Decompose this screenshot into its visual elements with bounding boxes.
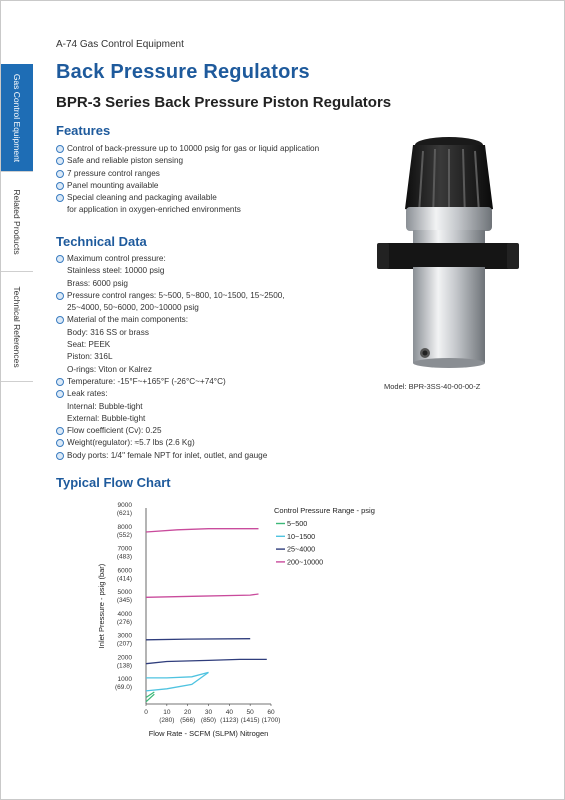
x-tick-label: 60 (267, 709, 275, 716)
y-tick-label: 9000 (117, 502, 132, 509)
side-tab-label: Related Products (12, 188, 22, 255)
series-line-1 (146, 672, 209, 678)
bullet-text: Body: 316 SS or brass (67, 327, 149, 337)
series-line-2 (146, 639, 250, 640)
bullet-text: Material of the main components: (67, 315, 189, 325)
bullet-item (56, 437, 285, 449)
y-tick-label: 3000 (117, 632, 132, 640)
side-tab-label: Gas Control Equipment (12, 73, 22, 162)
bullet-item (56, 425, 285, 437)
technical-data-heading: Technical Data (56, 234, 147, 249)
bullet-icon (56, 194, 64, 202)
bullet-continuation (56, 327, 285, 339)
bullet-text: Body ports: 1/4" female NPT for inlet, outlet, and gauge (67, 450, 268, 460)
series-line-2 (146, 659, 267, 663)
bullet-text: Pressure control ranges: 5~500, 5~800, 10~1500, 15~2500, (67, 290, 285, 300)
y-tick-label: 2000 (117, 654, 132, 662)
bullet-continuation (56, 339, 285, 351)
bullet-text: Flow coefficient (Cv): 0.25 (67, 426, 162, 436)
bullet-icon (56, 439, 64, 447)
bullet-text: Safe and reliable piston sensing (67, 156, 184, 166)
bullet-text: Weight(regulator): ≈5.7 lbs (2.6 Kg) (67, 438, 195, 448)
bullet-text: External: Bubble-tight (67, 413, 146, 423)
bullet-continuation (56, 265, 285, 277)
bullet-icon (56, 182, 64, 190)
x-tick-label: 20 (184, 709, 192, 716)
series-line-3 (146, 594, 259, 597)
flow-chart (96, 496, 426, 746)
bullet-item (56, 155, 319, 167)
x-tick-sub-label: (566) (180, 717, 196, 724)
side-tab-related-products[interactable] (1, 172, 33, 272)
y-tick-label: 8000 (117, 523, 132, 531)
legend-entry: 10~1500 (287, 531, 316, 541)
bullet-text: Temperature: -15°F~+165°F (-26°C~+74°C) (67, 376, 226, 386)
regulator-photo (361, 131, 531, 371)
bullet-continuation (56, 351, 285, 363)
bullet-item (56, 180, 319, 192)
bullet-icon (56, 378, 64, 386)
bullet-text: Special cleaning and packaging available (67, 193, 217, 203)
y-tick-sub-label: (207) (116, 640, 132, 648)
y-tick-sub-label: (483) (116, 553, 132, 561)
bullet-text: Piston: 316L (67, 352, 113, 362)
bullet-icon (56, 390, 64, 398)
x-axis-title: Flow Rate - SCFM (SLPM) Nitrogen (148, 729, 269, 738)
bullet-icon (56, 255, 64, 263)
bullet-text: 7 pressure control ranges (67, 168, 160, 178)
side-tab-technical-references[interactable] (1, 272, 33, 382)
bullet-continuation (56, 204, 319, 216)
features-list (56, 143, 319, 217)
page-title: Back Pressure Regulators (56, 61, 310, 83)
y-tick-sub-label: (138) (116, 662, 132, 670)
bullet-item (56, 388, 285, 400)
y-tick-label: 1000 (117, 676, 132, 684)
x-tick-label: 10 (163, 709, 171, 716)
series-line-3 (146, 529, 259, 532)
page-reference: A-74 Gas Control Equipment (56, 39, 184, 50)
bullet-text: Leak rates: (67, 389, 108, 399)
y-tick-sub-label: (414) (116, 575, 132, 583)
bullet-text: for application in oxygen-enriched environments (67, 205, 241, 215)
x-tick-label: 50 (246, 709, 254, 716)
bullet-text: Brass: 6000 psig (67, 278, 128, 288)
y-tick-label: 5000 (117, 589, 132, 597)
bullet-continuation (56, 413, 285, 425)
bullet-text: Panel mounting available (67, 180, 159, 190)
x-tick-sub-label: (1700) (261, 717, 281, 724)
legend-entry: 25~4000 (287, 544, 316, 554)
legend-title: Control Pressure Range - psig (274, 506, 375, 515)
y-tick-sub-label: (621) (116, 510, 132, 517)
side-tab-gas-control-equipment[interactable] (1, 64, 33, 172)
x-tick-sub-label: (280) (159, 717, 175, 724)
bullet-icon (56, 452, 64, 460)
y-tick-label: 6000 (117, 567, 132, 575)
x-tick-sub-label: (850) (200, 717, 217, 724)
y-tick-sub-label: (345) (116, 597, 132, 605)
y-tick-sub-label: (69.0) (115, 684, 132, 692)
bullet-continuation (56, 278, 285, 290)
bullet-item (56, 192, 319, 204)
bullet-item (56, 253, 285, 265)
bullet-icon (56, 157, 64, 165)
x-tick-sub-label: (1415) (240, 717, 260, 724)
side-tab-bar (1, 64, 33, 382)
bullet-text: 25~4000, 50~6000, 200~10000 psig (67, 303, 199, 313)
bullet-item (56, 376, 285, 388)
flow-chart-heading: Typical Flow Chart (56, 475, 171, 490)
bullet-text: Maximum control pressure: (67, 254, 166, 263)
y-axis-title: Inlet Pressure - psig (bar) (97, 563, 106, 649)
legend-entry: 200~10000 (287, 557, 324, 567)
bullet-item (56, 290, 285, 302)
y-tick-label: 7000 (117, 545, 132, 553)
x-tick-sub-label: (1123) (220, 717, 239, 724)
x-tick-label: 0 (144, 709, 148, 716)
bullet-text: Internal: Bubble-tight (67, 401, 143, 411)
bullet-item (56, 314, 285, 326)
page-subtitle: BPR-3 Series Back Pressure Piston Regulators (56, 94, 392, 111)
bullet-icon (56, 145, 64, 153)
y-tick-label: 4000 (117, 610, 132, 618)
x-tick-label: 40 (225, 709, 233, 716)
product-caption: Model: BPR-3SS-40-00-00-Z (384, 382, 481, 391)
bullet-text: Stainless steel: 10000 psig (67, 266, 165, 276)
y-tick-sub-label: (552) (116, 531, 132, 539)
bullet-item (56, 143, 319, 155)
bullet-icon (56, 170, 64, 178)
x-tick-label: 30 (204, 709, 213, 716)
features-heading: Features (56, 123, 111, 138)
bullet-continuation (56, 401, 285, 413)
bullet-icon (56, 316, 64, 324)
legend-entry: 5~500 (287, 519, 308, 528)
bullet-text: Control of back-pressure up to 10000 psig for gas or liquid application (67, 144, 320, 153)
bullet-icon (56, 427, 64, 435)
bullet-continuation (56, 302, 285, 314)
bullet-icon (56, 292, 64, 300)
bullet-text: O-rings: Viton or Kalrez (67, 364, 152, 374)
bullet-item (56, 450, 285, 462)
bullet-continuation (56, 364, 285, 376)
technical-data-list (56, 253, 285, 462)
y-tick-sub-label: (276) (116, 618, 132, 626)
bullet-item (56, 168, 319, 180)
side-tab-label: Technical References (12, 285, 22, 368)
bullet-text: Seat: PEEK (67, 340, 111, 350)
